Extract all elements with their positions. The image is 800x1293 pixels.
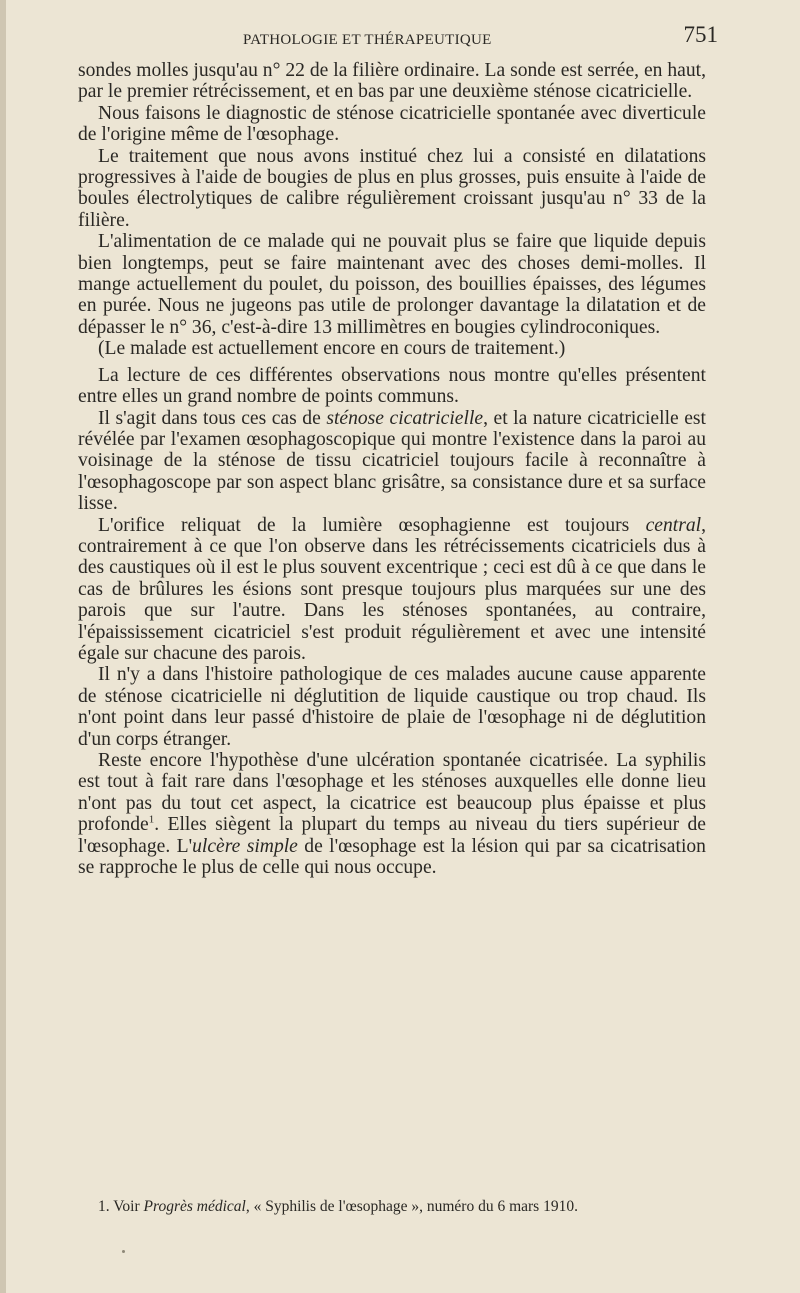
text-run: 1. Voir xyxy=(98,1198,144,1215)
text-run: Il s'agit dans tous ces cas de xyxy=(98,407,327,429)
paragraph xyxy=(78,515,706,665)
body-text xyxy=(78,60,706,878)
italic-term: ulcère simple xyxy=(192,835,298,857)
text-run: Reste encore l'hypothèse d'une ulcération spontanée cicatrisée. La syphilis est tout à fait rare dans l'œsophage et les sténoses auxquelles elle donne lieu n'ont pas du tout cet aspect, la cicatrice est beaucoup plus épaisse et plus profonde xyxy=(78,750,706,836)
paragraph: (Le malade est actuellement encore en cours de traitement.) xyxy=(98,338,566,360)
running-title: PATHOLOGIE ET THÉRAPEUTIQUE xyxy=(243,32,492,48)
text-run: , contrairement à ce que l'on observe dans les rétrécissements cicatriciels dus à des caustiques où il est le plus souvent excentrique ; ceci est dû à ce que dans le cas de brûlures les ésions sont presque toujours plus marquées sur une des parois que sur l'autre. Dans les sténoses spontanées, au contraire, l'épaississement cicatriciel s'est produit régulièrement et avec une intensité égale sur chacune des parois. xyxy=(78,514,706,664)
page-number: 751 xyxy=(683,22,718,47)
paragraph xyxy=(78,408,706,515)
paragraph: Le traitement que nous avons institué chez lui a consisté en dilatations progressives à l'aide de bougies de plus en plus grosses, puis ensuite à l'aide de boules électrolytiques de calibre régulièrement croissant jusqu'au n° 33 de la filière. xyxy=(78,145,706,231)
text-run: L'orifice reliquat de la lumière œsophagienne est toujours xyxy=(98,514,646,536)
paragraph: Nous faisons le diagnostic de sténose cicatricielle spontanée avec diverticule de l'origine même de l'œsophage. xyxy=(78,102,706,146)
paragraph xyxy=(78,750,706,878)
italic-term: sténose cicatricielle xyxy=(326,407,484,429)
paragraph: sondes molles jusqu'au n° 22 de la filière ordinaire. La sonde est serrée, en haut, par le premier rétrécissement, et en bas par une deuxième sténose cicatricielle. xyxy=(78,60,706,103)
footnote-ref: 1 xyxy=(148,813,155,826)
text-run: , « Syphilis de l'œsophage », numéro du 6 mars 1910. xyxy=(245,1198,578,1215)
page-edge-shadow xyxy=(0,0,6,1293)
text-run: , et la nature cicatricielle est révélée par l'examen œsophagoscopique qui montre l'existence dans la paroi au voisinage de la sténose de tissu cicatriciel toujours facile à reconnaître à l'œsophagoscope par son aspect blanc grisâtre, sa consistance dure et sa surface lisse. xyxy=(78,407,706,515)
print-speck xyxy=(122,1250,125,1253)
text-run: de l'œsophage est la lésion qui par sa cicatrisation se rapproche le plus de celle qui nous occupe. xyxy=(78,835,706,879)
italic-term: central xyxy=(645,514,702,536)
paragraph: Il n'y a dans l'histoire pathologique de ces malades aucune cause apparente de sténose cicatricielle ni déglutition de liquide caustique ou trop chaud. Ils n'ont point dans leur passé d'histoire de plaie de l'œsophage ni de déglutition d'un corps étranger. xyxy=(78,664,706,750)
paragraph: L'alimentation de ce malade qui ne pouvait plus se faire que liquide depuis bien longtemps, peut se faire maintenant avec des choses demi-molles. Il mange actuellement du poulet, du poisson, des bouillies épaisses, des légumes en purée. Nous ne jugeons pas utile de prolonger davantage la dilatation et de dépasser le n° 36, c'est-à-dire 13 millimètres en bougies cylindroconiques. xyxy=(78,231,706,338)
paragraph: La lecture de ces différentes observations nous montre qu'elles présentent entre elles un grand nombre de points communs. xyxy=(78,364,706,408)
italic-term: Progrès médical xyxy=(143,1198,246,1215)
text-run: . Elles siègent la plupart du temps au niveau du tiers supérieur de l'œsophage. L' xyxy=(78,814,706,857)
page-header xyxy=(78,22,718,54)
footnote xyxy=(78,1196,706,1217)
footnote-text xyxy=(78,1196,706,1217)
